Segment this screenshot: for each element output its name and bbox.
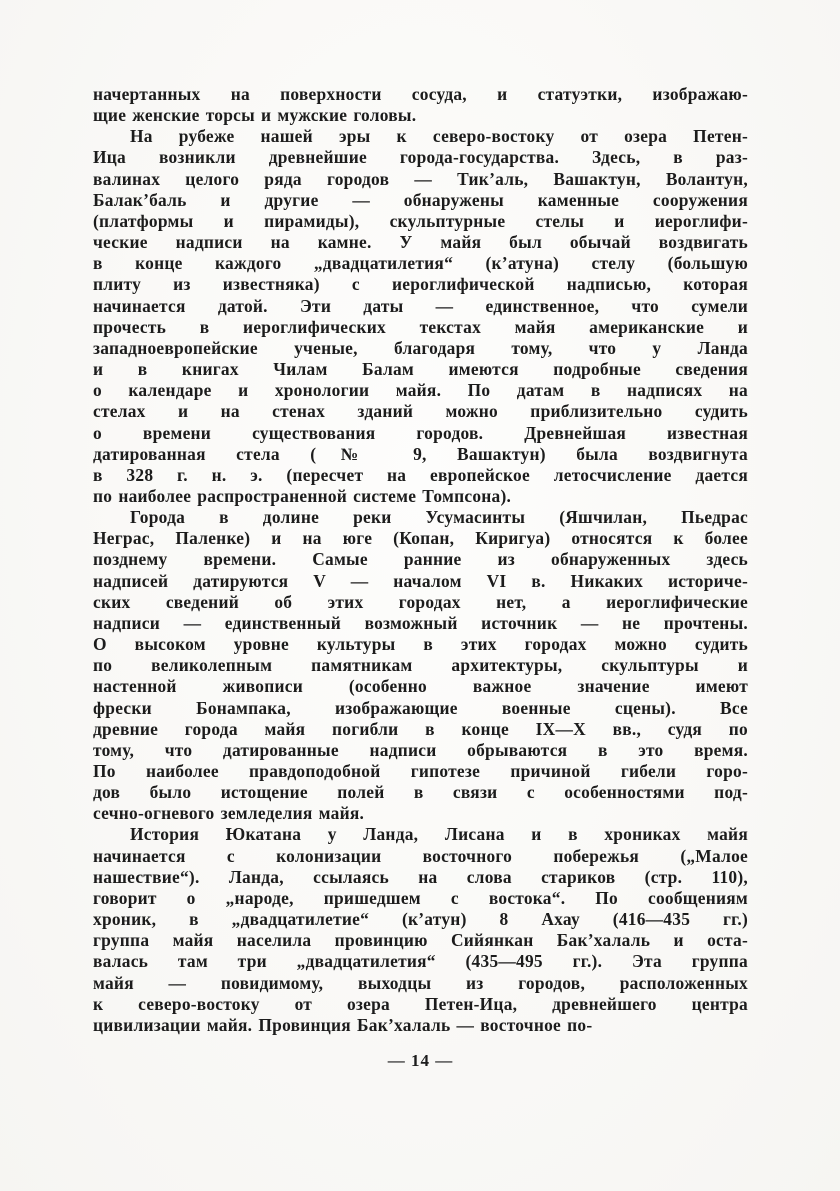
text-line: валась там три „двадцатилетия“ (435—495 гг.). Эта группа [93, 951, 748, 972]
text-line: древние города майя погибли в конце IX—X вв., судя по [93, 718, 748, 739]
text-line: датированная стела (№ 9, Вашактун) была воздвигнута [93, 443, 748, 464]
text-line: Города в долине реки Усумасинты (Яшчилан, Пьедрас [130, 507, 748, 528]
paragraph [93, 824, 748, 1036]
text-line: к северо-востоку от озера Петен-Ица, древнейшего центра [93, 993, 748, 1014]
paragraph [93, 507, 748, 824]
text-line: в конце каждого „двадцатилетия“ (к’атуна) стелу (большую [93, 253, 748, 274]
text-line: Неграс, Паленке) и на юге (Копан, Киригуа) относятся к более [93, 528, 748, 549]
text-line: плиту из известняка) с иероглифической надписью, которая [93, 274, 748, 295]
text-line: говорит о „народе, пришедшем с востока“. По сообщениям [93, 887, 748, 908]
text-line: (платформы и пирамиды), скульптурные стелы и иероглифи- [93, 210, 748, 231]
text-line: ческие надписи на камне. У майя был обычай воздвигать [93, 232, 748, 253]
text-line: по наиболее распространенной системе Томпсона). [93, 485, 512, 506]
text-line: и в книгах Чилам Балам имеются подробные сведения [93, 359, 748, 380]
text-line: цивилизации майя. Провинция Бак’халаль — восточное по- [93, 1014, 593, 1035]
text-line: надписи — единственный возможный источник — не прочтены. [93, 612, 748, 633]
text-line: группа майя населила провинцию Сийянкан Бак’халаль и оста- [93, 930, 748, 951]
text-line: сечно-огневого земледелия майя. [93, 803, 365, 824]
text-line: Ица возникли древнейшие города-государства. Здесь, в раз- [93, 147, 748, 168]
text-line: прочесть в иероглифических текстах майя американские и [93, 316, 748, 337]
text-line: По наиболее правдоподобной гипотезе причиной гибели горо- [93, 761, 748, 781]
text-line: в 328 г. н. э. (пересчет на европейское летосчисление дается [93, 464, 748, 485]
text-line: хроник, в „двадцатилетие“ (к’атун) 8 Ахау (416—435 гг.) [93, 909, 748, 930]
paragraph [93, 126, 748, 507]
text-line: нашествие“). Ланда, ссылаясь на слова стариков (стр. 110), [93, 866, 748, 887]
text-block [93, 84, 748, 1036]
text-line: начертанных на поверхности сосуда, и статуэтки, изображаю- [93, 84, 748, 104]
text-line: западноевропейские ученые, благодаря тому, что у Ланда [93, 337, 748, 358]
text-line: о времени существования городов. Древнейшая известная [93, 422, 748, 443]
text-line: майя — повидимому, выходцы из городов, расположенных [93, 972, 748, 993]
text-line: Балак’баль и другие — обнаружены каменные сооружения [93, 189, 748, 210]
text-line: О высоком уровне культуры в этих городах можно судить [93, 634, 748, 655]
page-number: — 14 — [387, 1051, 454, 1071]
text-line: позднему времени. Самые ранние из обнаруженных здесь [93, 549, 748, 570]
text-line: тому, что датированные надписи обрываются в это время. [93, 739, 748, 760]
text-line: настенной живописи (особенно важное значение имеют [93, 676, 748, 697]
text-line: начинается датой. Эти даты — единственное, что сумели [93, 295, 748, 316]
text-line: дов было истощение полей в связи с особенностями под- [93, 782, 748, 803]
paragraph [93, 84, 748, 126]
text-line: стелах и на стенах зданий можно приблизительно судить [93, 401, 748, 422]
text-line: фрески Бонампака, изображающие военные сцены). Все [93, 697, 748, 718]
text-line: надписей датируются V — началом VI в. Никаких историче- [93, 570, 748, 591]
text-line: начинается с колонизации восточного побережья („Малое [93, 845, 748, 866]
text-line: о календаре и хронологии майя. По датам в надписях на [93, 380, 748, 401]
text-line: по великолепным памятникам архитектуры, скульптуры и [93, 655, 748, 676]
text-line: валинах целого ряда городов — Тик’аль, Вашактун, Волантун, [93, 168, 748, 189]
text-line: История Юкатана у Ланда, Лисана и в хрониках майя [130, 824, 748, 845]
text-line: щие женские торсы и мужские головы. [93, 105, 417, 126]
text-line: ских сведений об этих городах нет, а иероглифические [93, 591, 748, 612]
text-line: На рубеже нашей эры к северо-востоку от озера Петен- [130, 126, 748, 147]
